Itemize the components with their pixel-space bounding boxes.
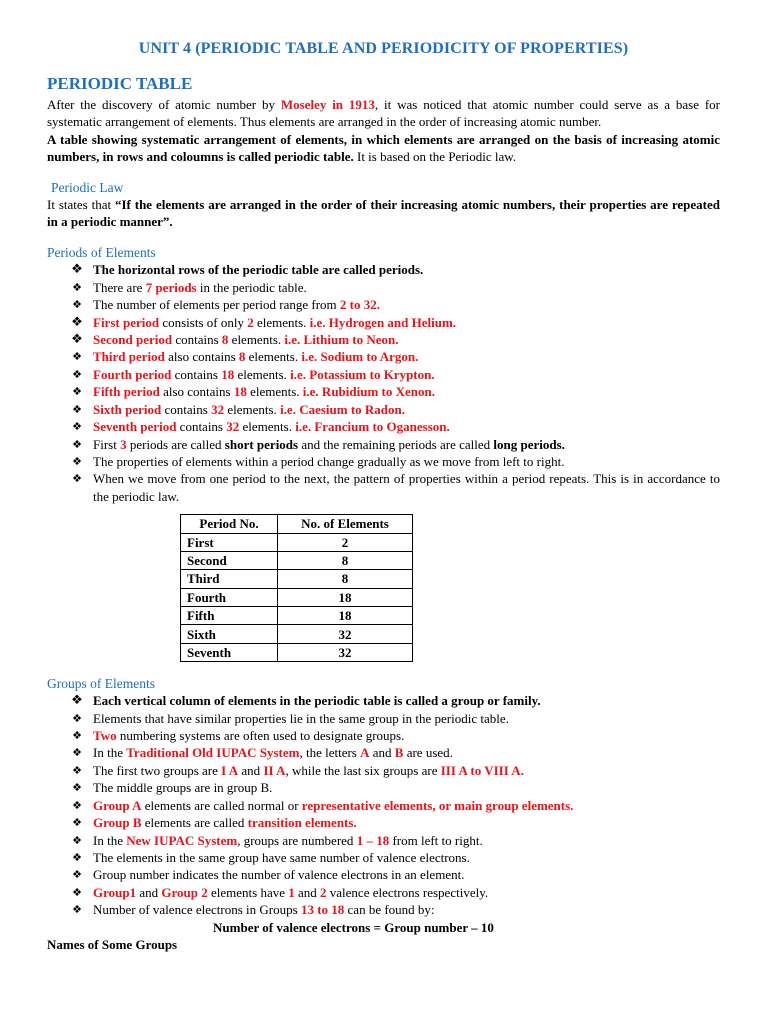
diamond-bullet-icon: ❖ [71, 332, 83, 348]
table-row [181, 607, 413, 625]
diamond-outline-bullet-icon: ❖ [72, 454, 82, 468]
diamond-outline-bullet-icon: ❖ [72, 420, 82, 434]
diamond-outline-bullet-icon: ❖ [72, 472, 82, 486]
column-header-period: Period No. [181, 515, 278, 533]
list-item: ❖ Seventh period contains 32 elements. i.e. Francium to Oganesson. [47, 418, 720, 435]
diamond-bullet-icon: ❖ [71, 693, 83, 709]
list-item: ❖ When we move from one period to the next, the pattern of properties within a period repeats. This is in accordance to the periodic law. [47, 470, 720, 505]
diamond-outline-bullet-icon: ❖ [72, 746, 82, 760]
column-header-elements: No. of Elements [278, 515, 413, 533]
section-heading-periodic-law: Periodic Law [51, 179, 124, 195]
list-item: ❖ First 3 periods are called short periods and the remaining periods are called long periods. [47, 436, 720, 453]
table-cell: 32 [278, 643, 413, 661]
periods-list [47, 261, 720, 505]
diamond-outline-bullet-icon: ❖ [72, 402, 82, 416]
table-cell: Second [181, 551, 278, 569]
table-row [181, 533, 413, 551]
table-row [181, 643, 413, 661]
table-cell: Sixth [181, 625, 278, 643]
list-item: ❖ The elements in the same group have same number of valence electrons. [47, 849, 720, 866]
diamond-bullet-icon: ❖ [71, 314, 83, 330]
diamond-outline-bullet-icon: ❖ [72, 437, 82, 451]
diamond-outline-bullet-icon: ❖ [72, 711, 82, 725]
list-item: ❖ In the New IUPAC System, groups are numbered 1 – 18 from left to right. [47, 832, 720, 849]
table-cell: Seventh [181, 643, 278, 661]
table-cell: 2 [278, 533, 413, 551]
section-heading-periods: Periods of Elements [47, 245, 156, 261]
paragraph-periodic-law: It states that “If the elements are arranged in the order of their increasing atomic numbers, their properties are repeated in a periodic manner”. [47, 196, 720, 230]
table-cell: 8 [278, 570, 413, 588]
table-cell: 18 [278, 588, 413, 606]
document-page [47, 40, 720, 953]
diamond-outline-bullet-icon: ❖ [72, 903, 82, 917]
section-heading-periodic-table: PERIODIC TABLE [47, 74, 193, 93]
list-item: ❖ Sixth period contains 32 elements. i.e. Caesium to Radon. [47, 401, 720, 418]
diamond-outline-bullet-icon: ❖ [72, 798, 82, 812]
table-cell: Fourth [181, 588, 278, 606]
list-item: ❖ Group1 and Group 2 elements have 1 and 2 valence electrons respectively. [47, 884, 720, 901]
diamond-outline-bullet-icon: ❖ [72, 885, 82, 899]
list-item: ❖ The properties of elements within a period change gradually as we move from left to right. [47, 453, 720, 470]
valence-formula: Number of valence electrons = Group number – 10 [213, 919, 494, 935]
names-of-groups-heading: Names of Some Groups [47, 936, 178, 952]
list-item: ❖ The number of elements per period range from 2 to 32. [47, 296, 720, 313]
list-item: ❖ The horizontal rows of the periodic table are called periods. [71, 262, 424, 278]
list-item: ❖ The middle groups are in group B. [47, 779, 720, 796]
list-item: ❖ First period consists of only 2 elements. i.e. Hydrogen and Helium. [71, 314, 457, 330]
list-item: ❖ Elements that have similar properties lie in the same group in the periodic table. [47, 710, 720, 727]
table-cell: Fifth [181, 607, 278, 625]
table-row [181, 551, 413, 569]
page-title: UNIT 4 (PERIODIC TABLE AND PERIODICITY OF PROPERTIES) [138, 40, 629, 57]
periods-table [180, 514, 413, 662]
diamond-outline-bullet-icon: ❖ [72, 833, 82, 847]
diamond-outline-bullet-icon: ❖ [72, 729, 82, 743]
diamond-outline-bullet-icon: ❖ [72, 385, 82, 399]
table-row [181, 588, 413, 606]
table-header-row [181, 515, 413, 533]
list-item: ❖ In the Traditional Old IUPAC System, the letters A and B are used. [47, 744, 720, 761]
table-cell: Third [181, 570, 278, 588]
diamond-outline-bullet-icon: ❖ [72, 367, 82, 381]
diamond-outline-bullet-icon: ❖ [72, 280, 82, 294]
diamond-outline-bullet-icon: ❖ [72, 868, 82, 882]
diamond-outline-bullet-icon: ❖ [72, 350, 82, 364]
diamond-outline-bullet-icon: ❖ [72, 816, 82, 830]
diamond-bullet-icon: ❖ [71, 262, 83, 278]
table-cell: 32 [278, 625, 413, 643]
list-item: ❖ Fourth period contains 18 elements. i.e. Potassium to Krypton. [47, 366, 720, 383]
list-item: ❖ Group A elements are called normal or representative elements, or main group elements. [47, 797, 720, 814]
diamond-outline-bullet-icon: ❖ [72, 298, 82, 312]
list-item: ❖ Group number indicates the number of valence electrons in an element. [47, 866, 720, 883]
list-item: ❖ Fifth period also contains 18 elements. i.e. Rubidium to Xenon. [47, 383, 720, 400]
table-row [181, 625, 413, 643]
list-item: ❖ Number of valence electrons in Groups 13 to 18 can be found by: [47, 901, 720, 918]
section-heading-groups: Groups of Elements [47, 676, 155, 692]
table-row [181, 570, 413, 588]
list-item: ❖ The first two groups are I A and II A, while the last six groups are III A to VIII A. [47, 762, 720, 779]
list-item: ❖ Two numbering systems are often used to designate groups. [47, 727, 720, 744]
list-item: ❖ Each vertical column of elements in the periodic table is called a group or family. [71, 693, 541, 709]
list-item: ❖ There are 7 periods in the periodic table. [47, 279, 720, 296]
groups-list [47, 692, 720, 918]
table-cell: 18 [278, 607, 413, 625]
diamond-outline-bullet-icon: ❖ [72, 850, 82, 864]
diamond-outline-bullet-icon: ❖ [72, 781, 82, 795]
list-item: ❖ Second period contains 8 elements. i.e. Lithium to Neon. [71, 332, 399, 348]
paragraph-moseley: After the discovery of atomic number by Moseley in 1913, it was noticed that atomic number could serve as a base for systematic arrangement of elements. Thus elements are arranged in the order of increasing atomic number. [47, 97, 721, 130]
list-item: ❖ Group B elements are called transition elements. [47, 814, 720, 831]
diamond-outline-bullet-icon: ❖ [72, 763, 82, 777]
list-item: ❖ Third period also contains 8 elements. i.e. Sodium to Argon. [47, 348, 720, 365]
paragraph-definition: A table showing systematic arrangement of elements, in which elements are arranged on the basis of increasing atomic numbers, in rows and coloumns is called periodic table. It is based on the Periodic law. [47, 131, 720, 165]
table-cell: 8 [278, 551, 413, 569]
table-cell: First [181, 533, 278, 551]
